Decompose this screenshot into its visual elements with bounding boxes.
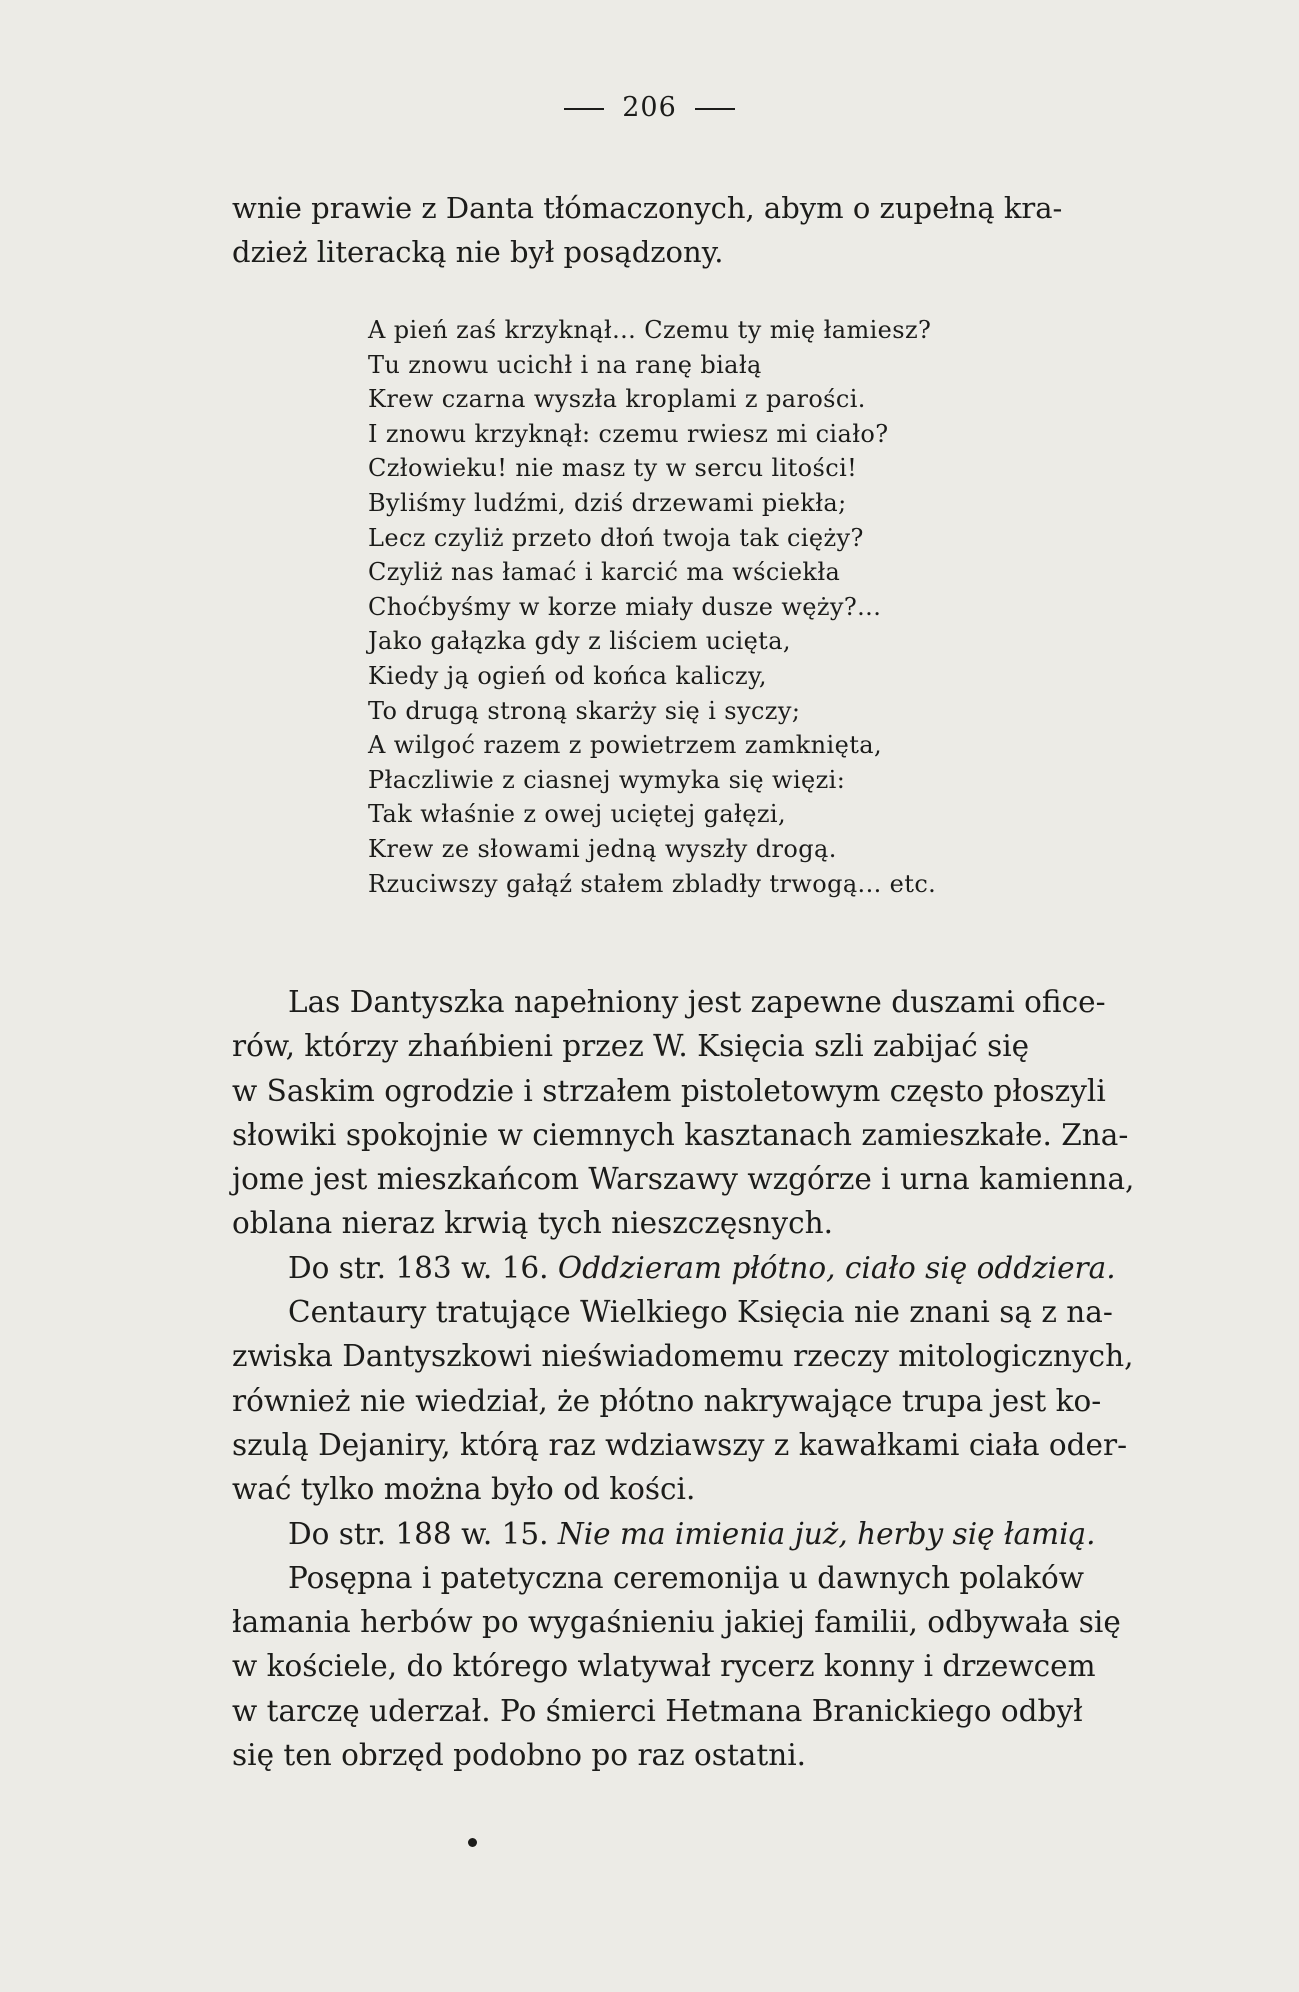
intro-line: dzież literacką nie był posądzony. xyxy=(232,235,724,269)
poem-line: Człowieku! nie masz ty w sercu litości! xyxy=(368,454,858,483)
poem-line: Krew ze słowami jedną wyszły drogą. xyxy=(368,834,837,863)
reference-line xyxy=(232,1512,1212,1556)
page-header xyxy=(0,92,1299,123)
intro-paragraph xyxy=(232,186,1212,274)
paragraph-line: łamania herbów po wygaśnieniu jakiej familii, odbywała się xyxy=(232,1605,1121,1640)
header-dash-right xyxy=(695,108,735,110)
poem-line: Byliśmy ludźmi, dziś drzewami piekła; xyxy=(368,488,847,517)
paragraph-line: się ten obrzęd podobno po raz ostatni. xyxy=(232,1738,807,1773)
reference-prefix: Do str. 183 w. 16. xyxy=(288,1250,549,1285)
page-number: 206 xyxy=(622,92,677,123)
poem-line: Tu znowu ucichł i na ranę białą xyxy=(368,350,762,379)
poem-line: Choćbyśmy w korze miały dusze węży?... xyxy=(368,592,882,621)
header-dash-left xyxy=(564,108,604,110)
intro-line: wnie prawie z Danta tłómaczonych, abym o zupełną kra- xyxy=(232,191,1063,225)
poem-line: Lecz czyliż przeto dłoń twoja tak cięży? xyxy=(368,523,864,552)
poem-line: Jako gałązka gdy z liściem ucięta, xyxy=(368,627,791,656)
paragraph-line: słowiki spokojnie w ciemnych kasztanach zamieszkałe. Zna- xyxy=(232,1117,1129,1152)
paragraph-line: Posępna i patetyczna ceremonija u dawnych polaków xyxy=(288,1560,1085,1595)
paragraph-line: rów, którzy zhańbieni przez W. Księcia szli zabijać się xyxy=(232,1029,1030,1064)
paragraph-line: również nie wiedział, że płótno nakrywające trupa jest ko- xyxy=(232,1383,1102,1418)
reference-line xyxy=(232,1246,1212,1290)
paragraph-line: w tarczę uderzał. Po śmierci Hetmana Branickiego odbył xyxy=(232,1693,1083,1728)
poem-line: Rzuciwszy gałąź stałem zbladły trwogą... etc. xyxy=(368,869,937,898)
poem-line: Płaczliwie z ciasnej wymyka się więzi: xyxy=(368,765,846,794)
paragraph-line: jome jest mieszkańcom Warszawy wzgórze i urna kamienna, xyxy=(232,1162,1135,1197)
paragraph-line: szulą Dejaniry, którą raz wdziawszy z kawałkami ciała oder- xyxy=(232,1427,1128,1462)
poem-line: Kiedy ją ogień od końca kaliczy, xyxy=(368,661,767,690)
ink-dot xyxy=(468,1838,477,1847)
reference-quote: Oddzieram płótno, ciało się oddziera. xyxy=(557,1250,1116,1285)
poem-line: A wilgoć razem z powietrzem zamknięta, xyxy=(368,731,882,760)
paragraph-line: Las Dantyszka napełniony jest zapewne duszami ofice- xyxy=(288,985,1106,1019)
poem-line: To drugą stroną skarży się i syczy; xyxy=(368,696,801,725)
reference-quote: Nie ma imienia już, herby się łamią. xyxy=(557,1516,1096,1551)
paragraph-line: Centaury tratujące Wielkiego Księcia nie znani są z na- xyxy=(288,1295,1113,1330)
reference-prefix: Do str. 188 w. 15. xyxy=(288,1516,549,1551)
poem-line: Tak właśnie z owej uciętej gałęzi, xyxy=(368,800,786,829)
poem-line: Czyliż nas łamać i karcić ma wściekła xyxy=(368,558,841,587)
paragraph-line: oblana nieraz krwią tych nieszczęsnych. xyxy=(232,1206,833,1241)
paragraph-line: wać tylko można było od kości. xyxy=(232,1472,696,1507)
paragraph-line: w Saskim ogrodzie i strzałem pistoletowym często płoszyli xyxy=(232,1073,1106,1108)
poem-line: Krew czarna wyszła kroplami z parości. xyxy=(368,385,866,414)
poem-line: I znowu krzyknął: czemu rwiesz mi ciało? xyxy=(368,419,889,448)
poem-line: A pień zaś krzyknął... Czemu ty mię łamiesz? xyxy=(368,316,932,344)
paragraph-line: w kościele, do którego wlatywał rycerz konny i drzewcem xyxy=(232,1649,1096,1684)
paragraph-line: zwiska Dantyszkowi nieświadomemu rzeczy mitologicznych, xyxy=(232,1339,1134,1374)
poem-quote xyxy=(368,313,1068,901)
notes-section xyxy=(232,980,1212,1777)
